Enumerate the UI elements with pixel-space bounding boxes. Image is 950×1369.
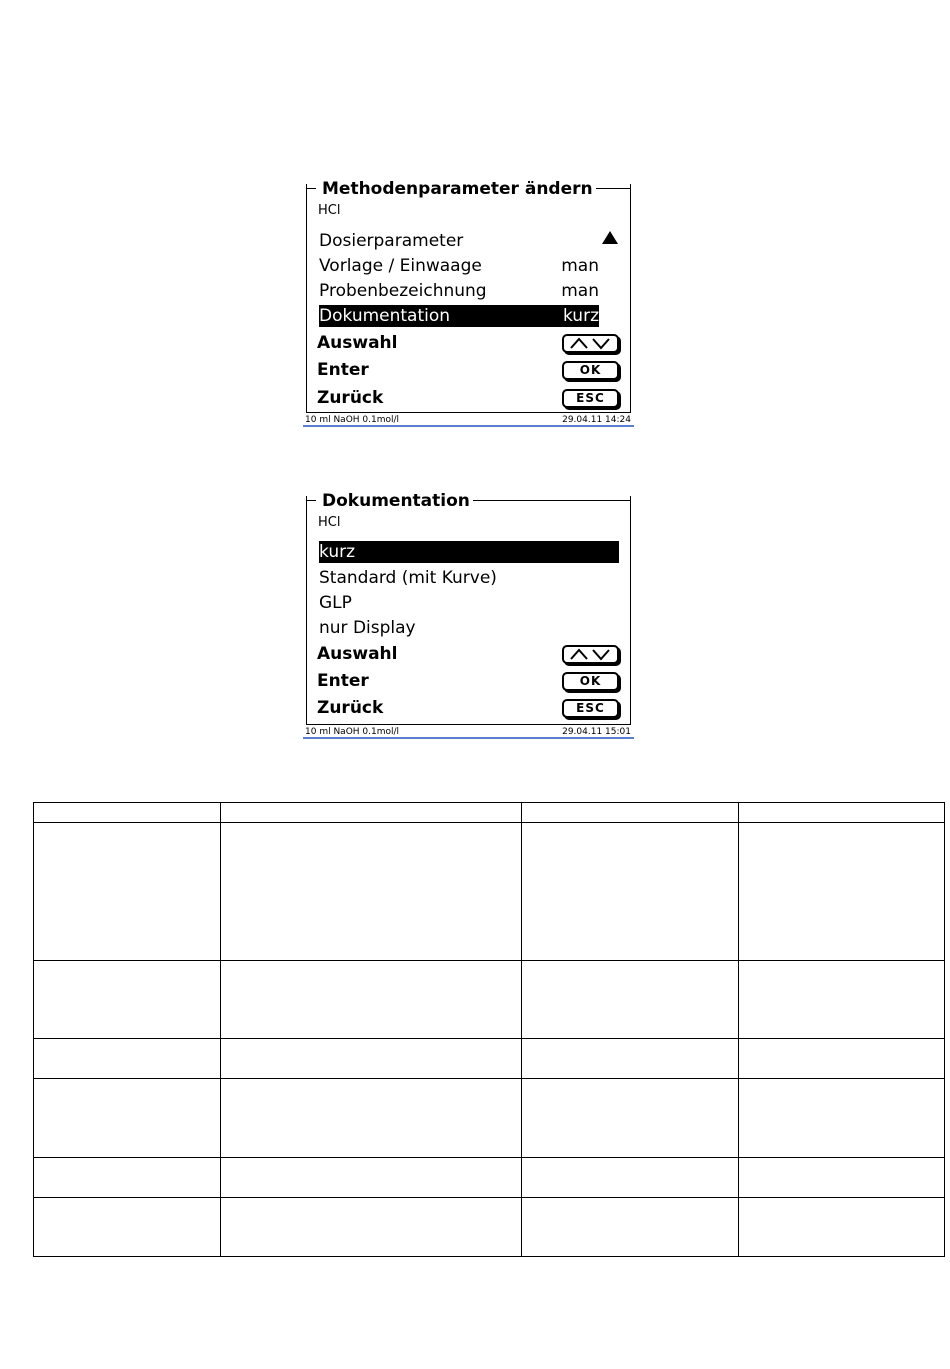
- table-row: [34, 823, 945, 961]
- scroll-up-icon[interactable]: [602, 231, 618, 244]
- menu-item-value: kurz: [562, 306, 599, 326]
- menu-item-dosierparameter[interactable]: [319, 230, 599, 252]
- back-label: Zurück: [317, 388, 384, 408]
- option-label: nur Display: [319, 618, 416, 638]
- screen-title: Methodenparameter ändern: [319, 179, 596, 199]
- table-row: [34, 1158, 945, 1198]
- method-name: HCl: [318, 203, 341, 218]
- menu-item-vorlage-einwaage[interactable]: [319, 255, 599, 277]
- empty-table: [33, 802, 945, 1257]
- option-label: kurz: [319, 542, 356, 562]
- screen-frame: [306, 491, 631, 725]
- option-label: Standard (mit Kurve): [319, 568, 497, 588]
- option-label: GLP: [319, 593, 352, 613]
- select-label: Auswahl: [317, 333, 398, 353]
- status-bar: [303, 413, 634, 427]
- menu-item-value: man: [561, 281, 599, 301]
- menu-item-probenbezeichnung[interactable]: [319, 280, 599, 302]
- table-row: [34, 1079, 945, 1158]
- esc-key[interactable]: ESC: [562, 699, 619, 718]
- enter-label: Enter: [317, 671, 369, 691]
- menu-item-label: Vorlage / Einwaage: [319, 256, 482, 276]
- option-glp[interactable]: [319, 592, 619, 614]
- up-down-key[interactable]: [562, 645, 619, 664]
- menu-item-value: man: [561, 256, 599, 276]
- table-row: [34, 1198, 945, 1257]
- option-kurz[interactable]: [319, 541, 619, 563]
- back-label: Zurück: [317, 698, 384, 718]
- ok-key[interactable]: OK: [562, 361, 619, 380]
- status-reagent: 10 ml NaOH 0.1mol/l: [305, 727, 400, 737]
- select-label: Auswahl: [317, 644, 398, 664]
- screen-title: Dokumentation: [319, 491, 473, 511]
- up-down-arrows-icon: [569, 648, 613, 661]
- screen-frame: [306, 179, 631, 413]
- menu-item-label: Dokumentation: [319, 306, 451, 326]
- method-parameters-screen: [305, 179, 631, 427]
- option-nur-display[interactable]: [319, 617, 619, 639]
- esc-key[interactable]: ESC: [562, 389, 619, 408]
- menu-item-label: Dosierparameter: [319, 231, 464, 251]
- menu-item-label: Probenbezeichnung: [319, 281, 487, 301]
- status-datetime: 29.04.11 15:01: [562, 727, 631, 737]
- table-row: [34, 803, 945, 823]
- ok-key[interactable]: OK: [562, 672, 619, 691]
- menu-item-dokumentation[interactable]: [319, 305, 599, 327]
- up-down-key[interactable]: [562, 334, 619, 353]
- table-row: [34, 961, 945, 1039]
- enter-label: Enter: [317, 360, 369, 380]
- option-standard[interactable]: [319, 567, 619, 589]
- method-name: HCl: [318, 515, 341, 530]
- status-datetime: 29.04.11 14:24: [562, 415, 631, 425]
- table-row: [34, 1039, 945, 1079]
- status-bar: [303, 725, 634, 739]
- documentation-screen: [305, 491, 631, 739]
- up-down-arrows-icon: [569, 337, 613, 350]
- status-reagent: 10 ml NaOH 0.1mol/l: [305, 415, 400, 425]
